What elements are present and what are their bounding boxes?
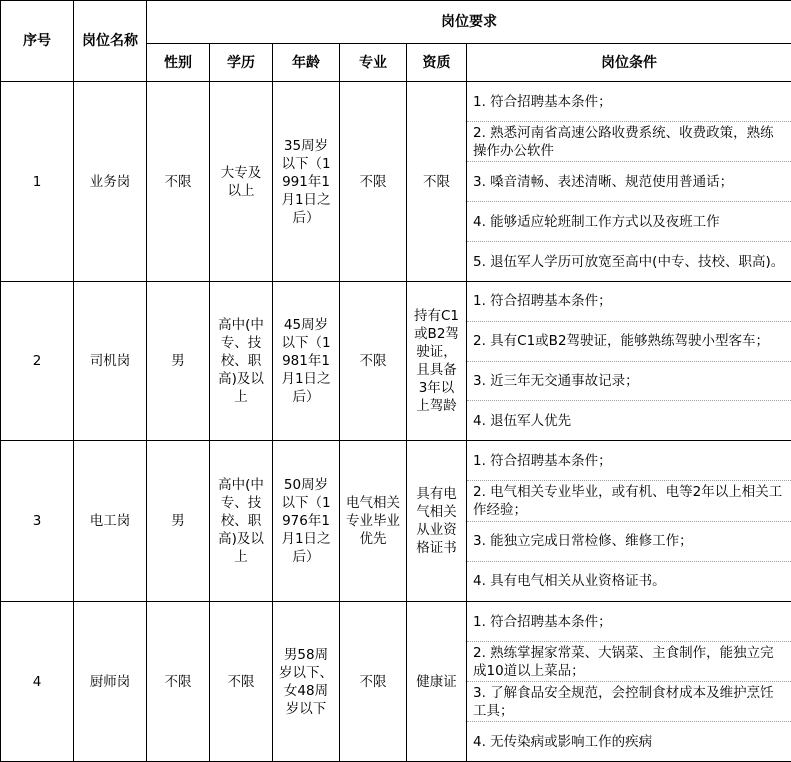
conditions-list bbox=[467, 282, 791, 440]
seq-cell: 3 bbox=[1, 441, 74, 602]
education-text: 大专及以上 bbox=[210, 164, 272, 200]
seq-cell: 1 bbox=[1, 82, 74, 282]
qualification-text: 持有C1或B2驾驶证，且具备3年以上驾龄 bbox=[407, 307, 466, 415]
major-text: 电气相关专业毕业优先 bbox=[340, 494, 406, 548]
condition-item: 3. 能独立完成日常检修、维修工作； bbox=[467, 522, 791, 562]
header-gender: 性别 bbox=[147, 44, 210, 82]
condition-item: 1. 符合招聘基本条件； bbox=[467, 441, 791, 481]
education-cell bbox=[210, 282, 273, 441]
major-cell: 不限 bbox=[340, 282, 407, 441]
condition-item: 1. 符合招聘基本条件； bbox=[467, 602, 791, 642]
conditions-list bbox=[467, 82, 791, 281]
header-qualification: 资质 bbox=[407, 44, 467, 82]
position-name-cell: 厨师岗 bbox=[74, 602, 147, 762]
condition-item: 4. 退伍军人优先 bbox=[467, 401, 791, 440]
position-name-cell: 司机岗 bbox=[74, 282, 147, 441]
position-name-cell: 业务岗 bbox=[74, 82, 147, 282]
conditions-list bbox=[467, 441, 791, 601]
header-education: 学历 bbox=[210, 44, 273, 82]
table-row bbox=[1, 82, 791, 282]
age-cell bbox=[273, 82, 340, 282]
header-row-1 bbox=[1, 1, 791, 44]
condition-item: 5. 退伍军人学历可放宽至高中(中专、技校、职高)。 bbox=[467, 242, 791, 281]
header-position-name: 岗位名称 bbox=[74, 1, 147, 82]
age-text: 45周岁以下（1981年1月1日之后） bbox=[273, 316, 339, 406]
header-seq: 序号 bbox=[1, 1, 74, 82]
condition-item: 3. 嗓音清畅、表述清晰、规范使用普通话； bbox=[467, 162, 791, 202]
qualification-cell: 不限 bbox=[407, 82, 467, 282]
conditions-cell bbox=[467, 282, 791, 441]
age-cell bbox=[273, 602, 340, 762]
conditions-cell bbox=[467, 82, 791, 282]
condition-item: 2. 熟悉河南省高速公路收费系统、收费政策，熟练操作办公软件 bbox=[467, 122, 791, 162]
qualification-cell: 健康证 bbox=[407, 602, 467, 762]
seq-cell: 4 bbox=[1, 602, 74, 762]
gender-cell: 男 bbox=[147, 282, 210, 441]
header-requirements: 岗位要求 bbox=[147, 1, 791, 44]
table-row bbox=[1, 441, 791, 602]
education-cell bbox=[210, 441, 273, 602]
qualification-cell bbox=[407, 441, 467, 602]
major-cell: 不限 bbox=[340, 82, 407, 282]
qualification-text: 具有电气相关从业资格证书 bbox=[407, 485, 466, 557]
condition-item: 1. 符合招聘基本条件； bbox=[467, 82, 791, 122]
header-age: 年龄 bbox=[273, 44, 340, 82]
conditions-cell bbox=[467, 441, 791, 602]
header-major: 专业 bbox=[340, 44, 407, 82]
education-cell bbox=[210, 82, 273, 282]
gender-cell: 男 bbox=[147, 441, 210, 602]
conditions-list bbox=[467, 602, 791, 761]
condition-item: 2. 具有C1或B2驾驶证，能够熟练驾驶小型客车； bbox=[467, 322, 791, 362]
age-text: 50周岁以下（1976年1月1日之后） bbox=[273, 476, 339, 566]
condition-item: 3. 近三年无交通事故记录； bbox=[467, 362, 791, 402]
condition-item: 3. 了解食品安全规范，会控制食材成本及维护烹饪工具； bbox=[467, 682, 791, 722]
condition-item: 1. 符合招聘基本条件； bbox=[467, 282, 791, 322]
seq-cell: 2 bbox=[1, 282, 74, 441]
condition-item: 4. 能够适应轮班制工作方式以及夜班工作 bbox=[467, 202, 791, 242]
age-text: 男58周岁以下、女48周岁以下 bbox=[273, 646, 339, 718]
condition-item: 4. 具有电气相关从业资格证书。 bbox=[467, 562, 791, 601]
condition-item: 2. 熟练掌握家常菜、大锅菜、主食制作，能独立完成10道以上菜品； bbox=[467, 642, 791, 682]
major-cell bbox=[340, 441, 407, 602]
age-cell bbox=[273, 282, 340, 441]
education-cell: 不限 bbox=[210, 602, 273, 762]
education-text: 高中(中专、技校、职高)及以上 bbox=[210, 476, 272, 566]
age-text: 35周岁以下（1991年1月1日之后） bbox=[273, 137, 339, 227]
table-row bbox=[1, 282, 791, 441]
qualification-cell bbox=[407, 282, 467, 441]
condition-item: 4. 无传染病或影响工作的疾病 bbox=[467, 722, 791, 761]
education-text: 高中(中专、技校、职高)及以上 bbox=[210, 316, 272, 406]
position-name-cell: 电工岗 bbox=[74, 441, 147, 602]
condition-item: 2. 电气相关专业毕业，或有机、电等2年以上相关工作经验； bbox=[467, 481, 791, 521]
gender-cell: 不限 bbox=[147, 82, 210, 282]
conditions-cell bbox=[467, 602, 791, 762]
major-cell: 不限 bbox=[340, 602, 407, 762]
header-conditions: 岗位条件 bbox=[467, 44, 791, 82]
age-cell bbox=[273, 441, 340, 602]
table-row bbox=[1, 602, 791, 762]
gender-cell: 不限 bbox=[147, 602, 210, 762]
